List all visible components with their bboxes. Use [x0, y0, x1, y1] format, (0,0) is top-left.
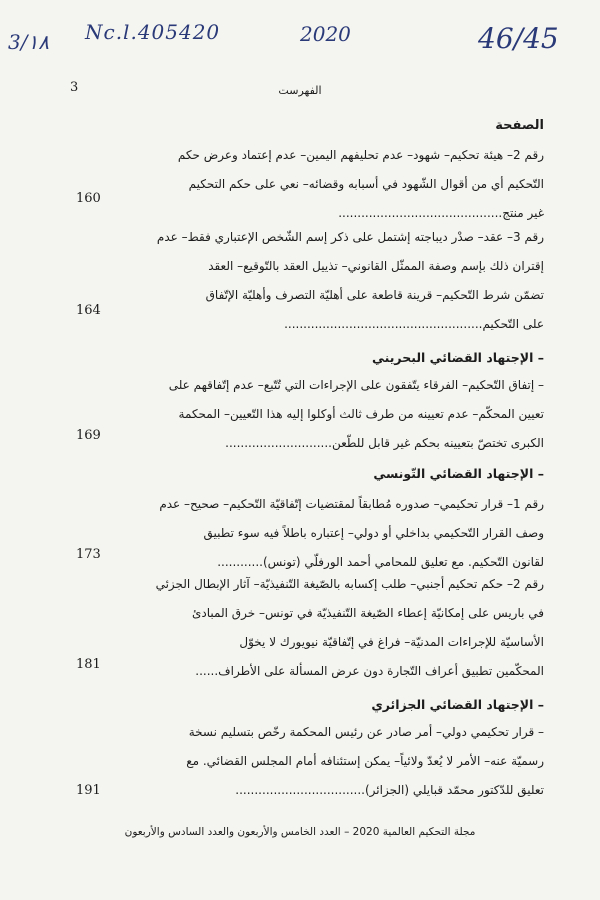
entry-line: لقانون التّحكيم. مع تعليق للمحامي أحمد الورفلّي (تونس)............: [217, 555, 544, 569]
entry-line: – إتفاق التّحكيم– الفرقاء يتّفقون على الإجراءات التي تُتّبع– عدم إتّفاقهم على: [168, 378, 544, 392]
entry-line: إقتران ذلك بإسم وصفة الممثّل القانوني– تذييل العقد بالتّوقيع– العقد: [208, 259, 544, 273]
entry-line: الأساسيّة للإجراءات المدنيّة– فراغ في إتّفاقيّة نيويورك لا يخوّل: [239, 635, 544, 649]
entry-line: رقم 2– هيئة تحكيم– شهود– عدم تحليفهم اليمين– عدم إعتماد وعرض حكم: [177, 148, 544, 162]
entry-page-number: 173: [76, 547, 101, 562]
entry-line: في باريس على إمكانيّة إعطاء الصّيغة التّنفيذيّة في تونس– خرق المبادئ: [192, 606, 544, 620]
toc-entry: [66, 718, 544, 805]
entry-line: تعيين المحكّم– عدم تعيينه من طرف ثالث أوكلوا إليه هذا التّعيين– المحكمة: [178, 407, 544, 421]
section-heading-tunisia: – الإجتهاد القضائي التّونسي: [373, 466, 544, 481]
handwritten-page-range: 46/45: [478, 22, 559, 55]
entry-line: على التّحكيم....................................................: [284, 317, 544, 331]
section-heading-algeria: – الإجتهاد القضائي الجزائري: [371, 697, 544, 712]
entry-line: التّحكيم أي من أقوال الشّهود في أسبابه وقضائه– نعي على حكم التحكيم: [188, 177, 544, 191]
entry-page-number: 169: [76, 428, 101, 443]
entry-line: الكبرى تختصّ بتعيينه بحكم غير قابل للطّعن............................: [225, 436, 544, 450]
page-title: الفهرست: [278, 84, 322, 97]
entry-line: وصف القرار التّحكيمي بداخلي أو دولي– إعتباره باطلاً فيه سوء تطبيق: [203, 526, 544, 540]
toc-entry: [66, 141, 544, 228]
page-number: 3: [70, 80, 79, 95]
entry-line: رقم 2– حكم تحكيم أجنبي– طلب إكسابه بالصّيغة التّنفيذيّة– آثار الإبطال الجزئي: [155, 577, 544, 591]
entry-line: تضمّن شرط التّحكيم– قرينة قاطعة على أهليّة التصرف وأهليّة الإتّفاق: [205, 288, 544, 302]
page-column-label: الصفحة: [495, 118, 544, 133]
entry-line: رسميّة عنه– الأمر لا يُعدّ ولائياً– يمكن إستئنافه أمام المجلس القضائي. مع: [186, 754, 544, 768]
entry-page-number: 191: [76, 783, 101, 798]
handwritten-reference-number: Nc.l.405420: [85, 20, 221, 44]
toc-entry: [66, 223, 544, 339]
handwritten-year: 2020: [300, 22, 351, 46]
page-footer: مجلة التحكيم العالمية 2020 – العدد الخامس والأربعون والعدد السادس والأربعون: [124, 826, 476, 838]
entry-page-number: 164: [76, 303, 101, 318]
toc-entry: [66, 570, 544, 686]
entry-page-number: 181: [76, 657, 101, 672]
entry-line: رقم 1– قرار تحكيمي– صدوره مُطابقاً لمقتضيات إتّفاقيّة التّحكيم– صحيح– عدم: [159, 497, 544, 511]
entry-line: المحكّمين تطبيق أعراف التّجارة دون عرض المسألة على الأطراف......: [195, 664, 544, 678]
entry-line: – قرار تحكيمي دولي– أمر صادر عن رئيس المحكمة رخّص بتسليم نسخة: [188, 725, 544, 739]
handwritten-left-note: 3/١٨: [8, 30, 49, 54]
entry-line: رقم 3– عقد– صدْر ديباجته إشتمل على ذكر إسم الشّخص الإعتباري فقط– عدم: [156, 230, 544, 244]
toc-entry: [66, 371, 544, 458]
entry-line: غير منتج...........................................: [338, 206, 544, 220]
entry-page-number: 160: [76, 191, 101, 206]
toc-entry: [66, 490, 544, 577]
entry-line: تعليق للدّكتور محمّد قبايلي (الجزائر)..................................: [235, 783, 544, 797]
section-heading-bahrain: – الإجتهاد القضائي البحريني: [371, 350, 544, 365]
